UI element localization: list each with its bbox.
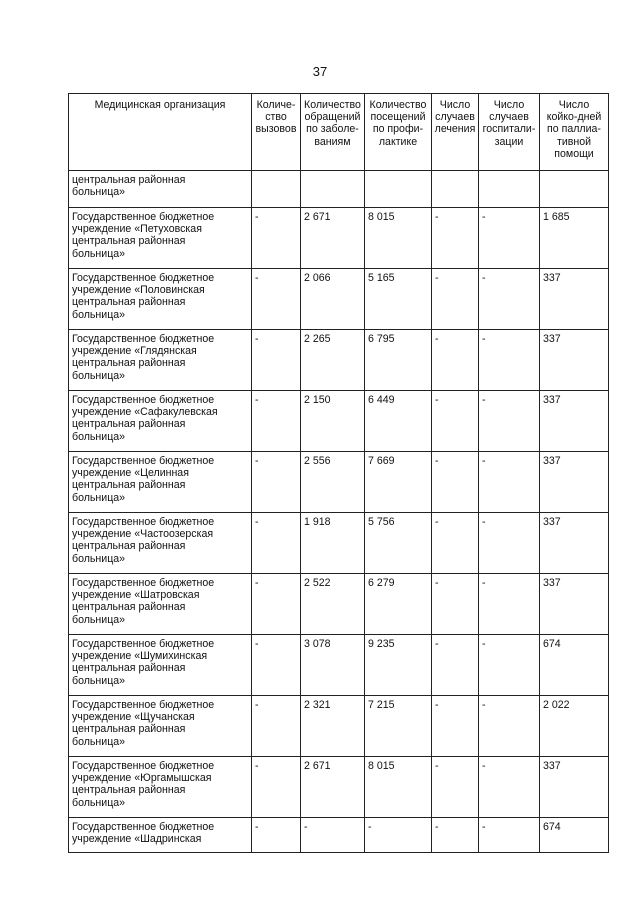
cell-prophylaxis-visits: 6 795 xyxy=(365,330,432,391)
cell-organization: Государственное бюджетное учреждение «Шадринская xyxy=(69,818,252,853)
header-hospitalization-cases: Число случаев госпитали- зации xyxy=(479,94,540,171)
table-header-row xyxy=(69,94,609,171)
cell-hospitalization-cases xyxy=(479,171,540,208)
cell-hospitalization-cases: - xyxy=(479,513,540,574)
cell-organization: Государственное бюджетное учреждение «Щучанская центральная районная больница» xyxy=(69,696,252,757)
header-treatment-cases: Число случаев лечения xyxy=(432,94,479,171)
medical-organizations-table xyxy=(68,93,609,853)
cell-palliative-bed-days: 337 xyxy=(540,452,609,513)
cell-treatment-cases: - xyxy=(432,696,479,757)
cell-palliative-bed-days: 674 xyxy=(540,818,609,853)
cell-calls: - xyxy=(252,269,301,330)
cell-palliative-bed-days xyxy=(540,171,609,208)
cell-prophylaxis-visits: 8 015 xyxy=(365,757,432,818)
cell-prophylaxis-visits: 7 669 xyxy=(365,452,432,513)
table-row xyxy=(69,330,609,391)
table-row xyxy=(69,574,609,635)
table-row xyxy=(69,452,609,513)
cell-calls: - xyxy=(252,391,301,452)
cell-disease-visits xyxy=(301,171,365,208)
cell-organization: Государственное бюджетное учреждение «Сафакулевская центральная районная больница» xyxy=(69,391,252,452)
cell-organization: центральная районная больница» xyxy=(69,171,252,208)
cell-palliative-bed-days: 337 xyxy=(540,330,609,391)
cell-hospitalization-cases: - xyxy=(479,452,540,513)
header-organization: Медицинская организация xyxy=(69,94,252,171)
cell-palliative-bed-days: 1 685 xyxy=(540,208,609,269)
cell-disease-visits: 2 265 xyxy=(301,330,365,391)
cell-treatment-cases: - xyxy=(432,208,479,269)
cell-hospitalization-cases: - xyxy=(479,208,540,269)
cell-palliative-bed-days: 337 xyxy=(540,574,609,635)
table-row xyxy=(69,391,609,452)
cell-disease-visits: 1 918 xyxy=(301,513,365,574)
cell-prophylaxis-visits: 6 279 xyxy=(365,574,432,635)
cell-palliative-bed-days: 337 xyxy=(540,391,609,452)
cell-calls xyxy=(252,171,301,208)
cell-prophylaxis-visits: 6 449 xyxy=(365,391,432,452)
cell-calls: - xyxy=(252,757,301,818)
cell-prophylaxis-visits: 8 015 xyxy=(365,208,432,269)
cell-organization: Государственное бюджетное учреждение «Глядянская центральная районная больница» xyxy=(69,330,252,391)
cell-palliative-bed-days: 674 xyxy=(540,635,609,696)
cell-treatment-cases xyxy=(432,171,479,208)
cell-hospitalization-cases: - xyxy=(479,391,540,452)
cell-treatment-cases: - xyxy=(432,574,479,635)
cell-organization: Государственное бюджетное учреждение «Целинная центральная районная больница» xyxy=(69,452,252,513)
cell-calls: - xyxy=(252,330,301,391)
cell-hospitalization-cases: - xyxy=(479,757,540,818)
cell-treatment-cases: - xyxy=(432,818,479,853)
cell-disease-visits: 2 522 xyxy=(301,574,365,635)
cell-prophylaxis-visits: 5 165 xyxy=(365,269,432,330)
cell-organization: Государственное бюджетное учреждение «Шумихинская центральная районная больница» xyxy=(69,635,252,696)
cell-treatment-cases: - xyxy=(432,391,479,452)
cell-calls: - xyxy=(252,513,301,574)
cell-palliative-bed-days: 337 xyxy=(540,757,609,818)
page-number: 37 xyxy=(312,64,328,79)
cell-calls: - xyxy=(252,452,301,513)
cell-treatment-cases: - xyxy=(432,513,479,574)
table-row xyxy=(69,208,609,269)
cell-disease-visits: - xyxy=(301,818,365,853)
cell-organization: Государственное бюджетное учреждение «Юргамышская центральная районная больница» xyxy=(69,757,252,818)
cell-organization: Государственное бюджетное учреждение «Шатровская центральная районная больница» xyxy=(69,574,252,635)
cell-prophylaxis-visits xyxy=(365,171,432,208)
header-disease-visits: Количество обращений по заболе- ваниям xyxy=(301,94,365,171)
table-row xyxy=(69,513,609,574)
cell-hospitalization-cases: - xyxy=(479,269,540,330)
cell-hospitalization-cases: - xyxy=(479,696,540,757)
cell-calls: - xyxy=(252,574,301,635)
cell-organization: Государственное бюджетное учреждение «Петуховская центральная районная больница» xyxy=(69,208,252,269)
cell-disease-visits: 2 066 xyxy=(301,269,365,330)
cell-palliative-bed-days: 337 xyxy=(540,513,609,574)
cell-disease-visits: 3 078 xyxy=(301,635,365,696)
cell-calls: - xyxy=(252,208,301,269)
header-prophylaxis-visits: Количество посещений по профи- лактике xyxy=(365,94,432,171)
cell-palliative-bed-days: 2 022 xyxy=(540,696,609,757)
cell-hospitalization-cases: - xyxy=(479,330,540,391)
cell-calls: - xyxy=(252,818,301,853)
cell-treatment-cases: - xyxy=(432,452,479,513)
header-palliative-bed-days: Число койко-дней по паллиа- тивной помощи xyxy=(540,94,609,171)
cell-disease-visits: 2 556 xyxy=(301,452,365,513)
table-row xyxy=(69,696,609,757)
cell-disease-visits: 2 321 xyxy=(301,696,365,757)
cell-treatment-cases: - xyxy=(432,330,479,391)
table-row xyxy=(69,269,609,330)
cell-prophylaxis-visits: 7 215 xyxy=(365,696,432,757)
header-calls: Количе- ство вызовов xyxy=(252,94,301,171)
cell-disease-visits: 2 671 xyxy=(301,757,365,818)
cell-treatment-cases: - xyxy=(432,635,479,696)
cell-disease-visits: 2 150 xyxy=(301,391,365,452)
cell-treatment-cases: - xyxy=(432,757,479,818)
cell-prophylaxis-visits: - xyxy=(365,818,432,853)
cell-prophylaxis-visits: 5 756 xyxy=(365,513,432,574)
cell-hospitalization-cases: - xyxy=(479,635,540,696)
cell-organization: Государственное бюджетное учреждение «Частоозерская центральная районная больница» xyxy=(69,513,252,574)
table-row xyxy=(69,818,609,853)
table-row xyxy=(69,635,609,696)
table-row xyxy=(69,757,609,818)
cell-calls: - xyxy=(252,696,301,757)
cell-disease-visits: 2 671 xyxy=(301,208,365,269)
cell-hospitalization-cases: - xyxy=(479,574,540,635)
cell-organization: Государственное бюджетное учреждение «Половинская центральная районная больница» xyxy=(69,269,252,330)
cell-palliative-bed-days: 337 xyxy=(540,269,609,330)
table-row xyxy=(69,171,609,208)
cell-treatment-cases: - xyxy=(432,269,479,330)
cell-calls: - xyxy=(252,635,301,696)
cell-prophylaxis-visits: 9 235 xyxy=(365,635,432,696)
cell-hospitalization-cases: - xyxy=(479,818,540,853)
